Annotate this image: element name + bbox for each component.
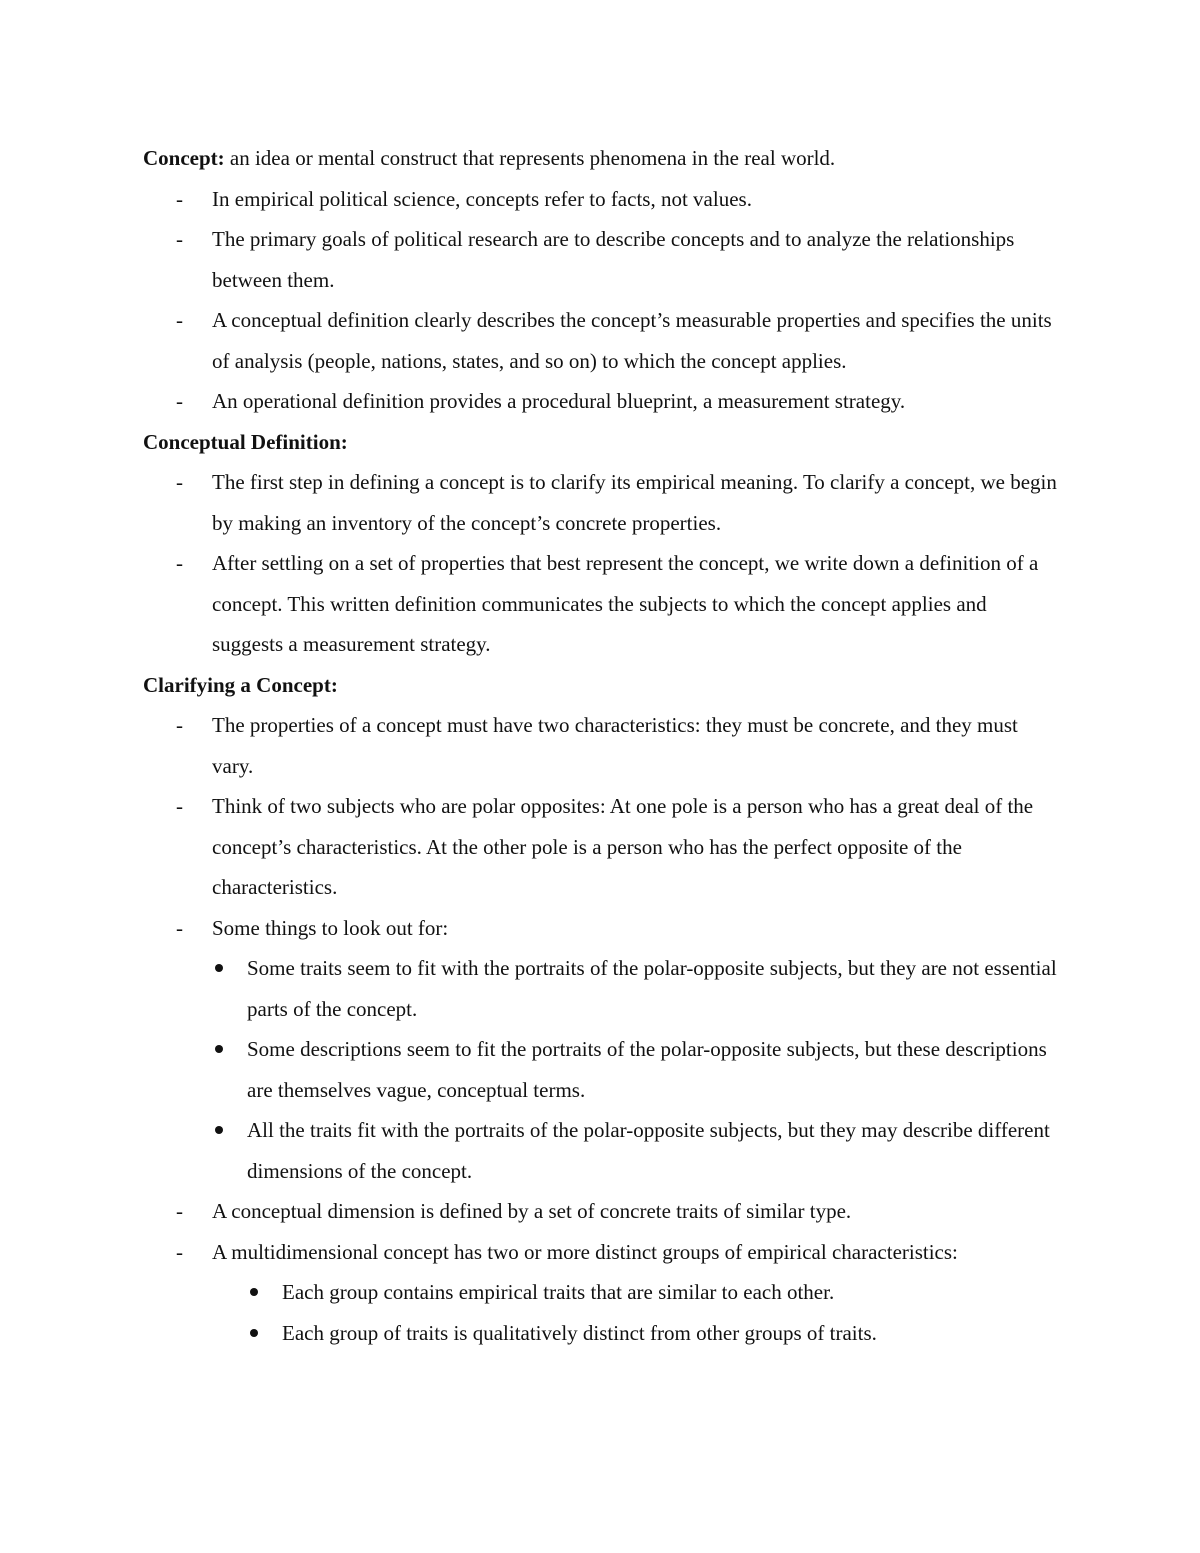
dash-marker: -	[176, 186, 183, 211]
document-page	[143, 138, 1063, 1353]
sublist-item-text: Some traits seem to fit with the portraits of the polar-opposite subjects, but they are not essential parts of the concept.	[247, 956, 1057, 1021]
list-item-text: After settling on a set of properties that best represent the concept, we write down a definition of a concept. This written definition communicates the subjects to which the concept applies and suggests a measurement strategy.	[212, 551, 1039, 656]
list-item-text: A conceptual definition clearly describes the concept’s measurable properties and specifies the units of analysis (people, nations, states, and so on) to which the concept applies.	[212, 308, 1052, 373]
list-item	[143, 543, 1063, 665]
list-item	[143, 381, 1063, 422]
concept-intro: an idea or mental construct that represents phenomena in the real world.	[224, 146, 836, 170]
concept-list	[143, 179, 1063, 422]
bullet-dot-icon	[250, 1329, 258, 1337]
list-item-text: A multidimensional concept has two or more distinct groups of empirical characteristics:	[212, 1239, 958, 1264]
clarifying-concept-list	[143, 705, 1063, 1353]
sublist-item-text: Some descriptions seem to fit the portraits of the polar-opposite subjects, but these descriptions are themselves vague, conceptual terms.	[247, 1037, 1047, 1102]
dash-marker: -	[176, 308, 183, 332]
sublist-item	[212, 1029, 1063, 1110]
sublist-item	[212, 948, 1063, 1029]
list-item-text: The properties of a concept must have two characteristics: they must be concrete, and they must vary.	[212, 713, 1018, 778]
sublist-item-text: All the traits fit with the portraits of the polar-opposite subjects, but they may describe different dimensions of the concept.	[247, 1118, 1050, 1183]
list-item	[143, 179, 1063, 220]
concept-heading: Concept:	[143, 146, 225, 170]
sublist-item	[247, 1313, 1063, 1354]
clarifying-concept-heading: Clarifying a Concept:	[143, 672, 338, 697]
conceptual-definition-list	[143, 462, 1063, 665]
lookout-sublist	[212, 948, 1063, 1191]
sublist-item	[212, 1110, 1063, 1191]
list-item	[143, 1232, 1063, 1354]
list-item-text: Think of two subjects who are polar opposites: At one pole is a person who has a great deal of the concept’s characteristics. At the other pole is a person who has the perfect opposite of the characteristics.	[212, 794, 1034, 899]
bullet-dot-icon	[215, 1126, 223, 1134]
list-item	[143, 219, 1063, 300]
list-item	[143, 462, 1063, 543]
list-item	[143, 300, 1063, 381]
dash-marker: -	[176, 713, 183, 737]
bullet-dot-icon	[215, 1045, 223, 1053]
list-item-text: In empirical political science, concepts refer to facts, not values.	[212, 186, 752, 211]
list-item	[143, 1191, 1063, 1232]
bullet-dot-icon	[215, 964, 223, 972]
dash-marker: -	[176, 470, 183, 494]
sublist-item-text: Each group contains empirical traits that are similar to each other.	[282, 1280, 835, 1304]
dash-marker: -	[176, 551, 183, 575]
list-item-text: Some things to look out for:	[212, 915, 449, 940]
sublist-item-text: Each group of traits is qualitatively distinct from other groups of traits.	[282, 1320, 877, 1345]
list-item-text: The first step in defining a concept is to clarify its empirical meaning. To clarify a concept, we begin by making an inventory of the concept’s concrete properties.	[212, 470, 1057, 535]
bullet-dot-icon	[250, 1288, 258, 1296]
list-item-text: An operational definition provides a procedural blueprint, a measurement strategy.	[212, 389, 906, 413]
dash-marker: -	[176, 915, 183, 940]
list-item-text: A conceptual dimension is defined by a set of concrete traits of similar type.	[212, 1199, 852, 1223]
list-item-text: The primary goals of political research are to describe concepts and to analyze the relationships between them.	[212, 227, 1015, 292]
dash-marker: -	[176, 794, 183, 818]
concept-definition-line	[143, 138, 1063, 179]
multidimensional-sublist	[212, 1272, 1063, 1353]
list-item	[143, 786, 1063, 908]
dash-marker: -	[176, 1199, 183, 1223]
dash-marker: -	[176, 1239, 183, 1264]
list-item	[143, 705, 1063, 786]
list-item	[143, 908, 1063, 1192]
conceptual-definition-heading: Conceptual Definition:	[143, 429, 348, 454]
dash-marker: -	[176, 227, 183, 251]
sublist-item	[247, 1272, 1063, 1313]
dash-marker: -	[176, 389, 183, 413]
